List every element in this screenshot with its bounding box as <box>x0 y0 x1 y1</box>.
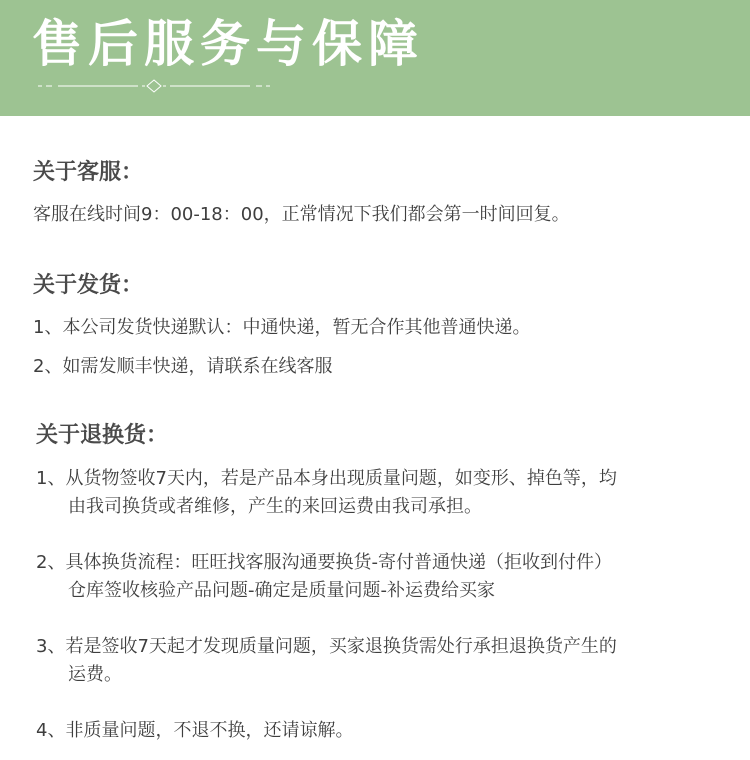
returns-item-3-line-2: 运费。 <box>68 664 122 685</box>
returns-item-1-line-2: 由我司换货或者维修，产生的来回运费由我司承担。 <box>68 496 482 517</box>
page-title: 售后服务与保障 <box>32 15 424 73</box>
section-title-shipping: 关于发货： <box>33 273 144 298</box>
returns-item-1-line-1: 1、从货物签收7天内，若是产品本身出现质量问题，如变形、掉色等，均 <box>36 468 617 489</box>
header-banner <box>0 0 750 116</box>
service-hours-text: 客服在线时间9：00-18：00，正常情况下我们都会第一时间回复。 <box>33 204 570 225</box>
returns-item-3-line-1: 3、若是签收7天起才发现质量问题，买家退换货需处行承担退换货产生的 <box>36 636 617 657</box>
returns-item-2-line-1: 2、具体换货流程：旺旺找客服沟通要换货-寄付普通快递（拒收到付件） <box>36 552 612 573</box>
section-title-service: 关于客服： <box>33 160 144 185</box>
shipping-item-1: 1、本公司发货快递默认：中通快递，暂无合作其他普通快递。 <box>33 317 531 338</box>
shipping-item-2: 2、如需发顺丰快递，请联系在线客服 <box>33 356 333 377</box>
returns-item-2-line-2: 仓库签收核验产品问题-确定是质量问题-补运费给买家 <box>68 580 495 601</box>
diamond-divider-icon <box>38 78 270 94</box>
returns-item-4: 4、非质量问题，不退不换，还请谅解。 <box>36 720 354 741</box>
section-title-returns: 关于退换货： <box>36 423 169 448</box>
